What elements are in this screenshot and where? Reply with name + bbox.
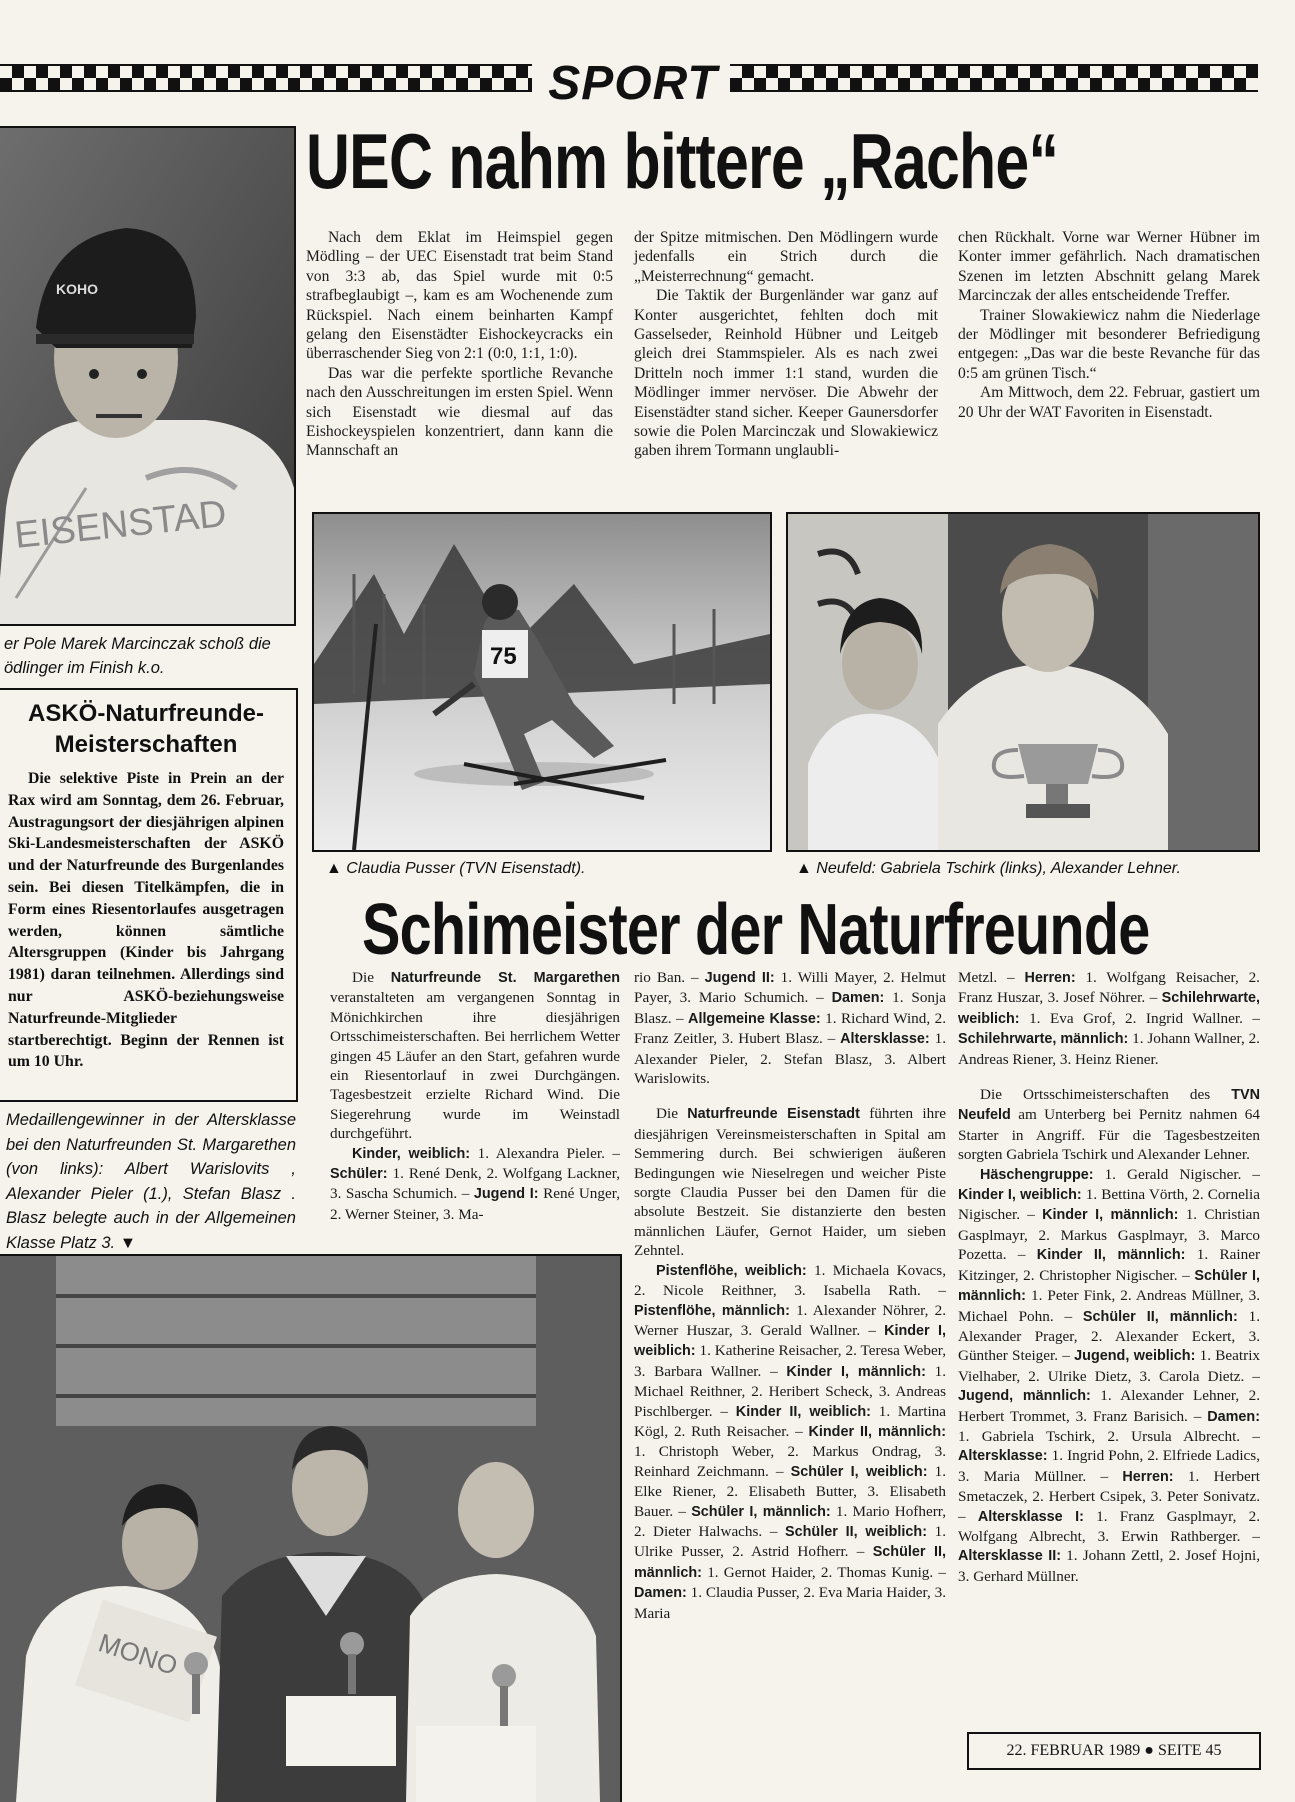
hockey-player-image — [0, 128, 294, 624]
article2-col3-p2: Die Ortsschimeisterschaften des TVN Neufeld am Unterberg bei Pernitz nahmen 64 Starter in Angriff. Für die Tagesbestzeiten sorgten Gabriela Tschirk und Alexander Lehner. — [958, 1086, 1260, 1164]
article2-col3 — [958, 968, 1260, 1586]
skier-caption — [326, 858, 766, 880]
footer-date: 22. FEBRUAR 1989 — [1006, 1742, 1141, 1759]
skier-photo — [312, 512, 772, 852]
banner-text: MONO — [95, 1627, 182, 1682]
article2-col2-p1: rio Ban. – Jugend II: 1. Willi Mayer, 2. Helmut Payer, 3. Mario Schumich. – Damen: 1. Sonja Blasz. – Allgemeine Klasse: 1. Richard Wind, 2. Franz Zeitler, 3. Hubert Blasz. – Altersklasse: 1. Alexander Pieler, 2. Stefan Blasz, 3. Albert Warislowits. — [634, 969, 946, 1088]
article1-col2 — [634, 228, 938, 461]
article1-col1-p1: Nach dem Eklat im Heimspiel gegen Mödling – der UEC Eisenstadt trat beim Stand von 3:3 ab, das Spiel wurde mit 0:5 strafbeglaubigt –, kam es am Wochenende zum Rückspiel. Nach einem beinharten Kampf gelang den Eisenstädter Eishockeycracks ein überraschender Sieg von 2:1 (0:0, 1:1, 1:0). — [306, 229, 613, 363]
article1-col2-p2: Die Taktik der Burgenländer war ganz auf Konter ausgerichtet, fehlten doch mit Gasselseder, Reinhold Hübner und Leitgeb gleich drei Stammspieler. Als es nach zwei Dritteln noch immer 1:1 stand, wurden die Mödlinger immer nervöser. Die Abwehr der Eisenstädter stand sicher. Keeper Gaunersdorfer sowie die Polen Marcinczak und Slowakiewicz gaben ihrem Tormann unglaubli- — [634, 287, 938, 460]
article2-col3-p3: Häschengruppe: 1. Gerald Nigischer. – Kinder I, weiblich: 1. Bettina Vörth, 2. Cornelia Nigischer. – Kinder I, männlich: 1. Christian Gasplmayr, 2. Markus Gasplmayr, 3. Marco Pozetta. – Kinder II, männlich: 1. Rainer Kitzinger, 2. Christopher Nigischer. – Schüler I, männlich: 1. Peter Fink, 2. Andreas Müllner, 3. Michael Pohn. – Schüler II, männlich: 1. Alexander Prager, 2. Alexander Eckert, 3. Günther Steiger. – Jugend, weiblich: 1. Beatrix Vielhaber, 2. Ulrike Dietz, 3. Carola Dietz. – Jugend, männlich: 1. Alexander Lehner, 2. Herbert Trommet, 3. Franz Barisich. – Damen: 1. Gabriela Tschirk, 2. Ursula Albrecht. – Altersklasse: 1. Ingrid Pohn, 2. Elfriede Ladics, 3. Maria Müllner. – Herren: 1. Herbert Smetaczek, 2. Herbert Csipek, 3. Peter Sonivatz. – Altersklasse I: 1. Franz Gasplmayr, 2. Wolfgang Albrecht, 3. Erwin Rathberger. – Altersklasse II: 1. Johann Zettl, 2. Josef Hojni, 3. Gerhard Müllner. — [958, 1165, 1261, 1585]
medal-winners-image — [0, 1256, 620, 1802]
article1-col3-p3: Am Mittwoch, dem 22. Februar, gastiert um 20 Uhr der WAT Favoriten in Eisenstadt. — [958, 384, 1260, 421]
medal-caption: Medaillengewinner in der Altersklasse bei den Naturfreunden St. Margarethen (von links): Albert Warislovits , Alexander Pieler (1.), Stefan Blasz . Blasz belegte auch in der Allgemeinen Klasse Platz 3. ▼ — [6, 1111, 296, 1252]
jersey-text: EISENSTAD — [12, 492, 229, 557]
trophy-photo — [786, 512, 1260, 852]
article1-headline: UEC nahm bittere „Rache“ — [306, 117, 1059, 205]
skier-image — [314, 514, 770, 850]
footer-bullet-icon: ● — [1144, 1742, 1154, 1759]
article2-col2-p2: Die Naturfreunde Eisenstadt führten ihre diesjährigen Vereinsmeisterschaften in Spital am Semmering durch. Bei schwierigen äußeren Bedingungen wie Nieselregen und weicher Piste sorgte Claudia Pusser bei den Damen für die absolute Bestzeit. Sie distanzierte den besten männlichen Läufer, Gernot Haider, um sieben Zehntel. — [634, 1105, 947, 1260]
article2-headline: Schimeister der Naturfreunde — [362, 890, 1150, 970]
article1-col1-p2: Das war die perfekte sportliche Revanche nach den Ausschreitungen im ersten Spiel. Wenn sich Eisenstadt wie diesmal auf das Eishockeyspielen konzentriert, dann kann die Mannschaft an — [306, 364, 613, 460]
article2-col1-p2: Kinder, weiblich: 1. Alexandra Pieler. – Schüler: 1. René Denk, 2. Wolfgang Lackner, 3. Sascha Schumich. – Jugend I: René Unger, 2. Werner Steiner, 3. Ma- — [330, 1144, 620, 1223]
article1-col2-p1: der Spitze mitmischen. Den Mödlingern wurde jedenfalls ein Strich durch die „Meisterrechnung“ gemacht. — [634, 229, 938, 285]
checker-band-left — [0, 64, 532, 92]
skier-caption-text: Claudia Pusser (TVN Eisenstadt). — [346, 860, 586, 877]
sidebar-text: Die selektive Piste in Prein an der Rax wird am Sonntag, dem 26. Februar, Austragungsort der diesjährigen alpinen Ski-Landesmeisterschaften der ASKÖ und der Naturfreunde des Burgenlandes sein. Bei diesen Titelkämpfen, die in Form eines Riesentorlaufes ausgetragen werden, können sämtliche Altersgruppen (Kinder bis Jahrgang 1981) daran teilnehmen. Allerdings sind nur ASKÖ-beziehungsweise Naturfreunde-Mitglieder startberechtigt. Beginn der Rennen ist um 10 Uhr. — [8, 770, 284, 1071]
article2-col2 — [634, 968, 946, 1623]
sidebar-title-line2: Meisterschaften — [54, 731, 238, 758]
sidebar-title-line1: ASKÖ-Naturfreunde- — [27, 700, 264, 727]
article2-col1-p1: Die Naturfreunde St. Margarethen veranstalteten am vergangenen Sonntag in Mönichkirchen ihre diesjährigen Ortsschimeisterschaften. Bei herrlichem Wetter gingen 45 Läufer an den Start, gefahren wurde ein Riesentorlauf in zwei Durchgängen. Tagesbestzeit erzielte Richard Wind. Die Siegerehrung wurde im Weinstadl durchgeführt. — [330, 969, 620, 1143]
trophy-caption-text: Neufeld: Gabriela Tschirk (links), Alexander Lehner. — [816, 860, 1181, 877]
hockey-caption-line1: er Pole Marek Marcinczak schoß die — [4, 635, 271, 653]
trophy-caption — [796, 858, 1256, 880]
askoe-sidebar-box — [0, 688, 298, 1102]
article1-col3-p2: Trainer Slowakiewicz nahm die Niederlage der Mödlinger mit besonderer Befriedigung entgegen: „Das war die beste Revanche für das 0:5 am grünen Tisch.“ — [958, 306, 1260, 382]
page-footer — [967, 1732, 1261, 1770]
hockey-caption-line2: ödlinger im Finish k.o. — [4, 659, 165, 677]
caption-triangle-icon: ▲ — [326, 860, 342, 877]
article1-col1 — [306, 228, 613, 461]
caption-triangle-icon: ▲ — [796, 860, 812, 877]
section-label: SPORT — [548, 57, 718, 110]
helmet-logo-text: KOHO — [56, 281, 98, 297]
article2-col3-p1: Metzl. – Herren: 1. Wolfgang Reisacher, 2. Franz Huszar, 3. Josef Nöhrer. – Schilehrwarte, weiblich: 1. Eva Grof, 2. Ingrid Wallner. – Schilehrwarte, männlich: 1. Johann Wallner, 2. Andreas Riener, 3. Heinz Riener. — [958, 969, 1260, 1068]
article1-col3-p1: chen Rückhalt. Vorne war Werner Hübner im Konter immer gefährlich. Nach dramatischen Szenen im letzten Abschnitt gelang Marek Marcinczak der alles entscheidende Treffer. — [958, 229, 1260, 305]
article1-col3 — [958, 228, 1260, 422]
hockey-player-photo — [0, 126, 296, 626]
footer-page: SEITE 45 — [1157, 1742, 1222, 1759]
medal-winners-photo — [0, 1254, 622, 1802]
checker-band-right — [730, 64, 1258, 92]
skier-bib-number: 75 — [490, 643, 517, 670]
hockey-caption — [4, 632, 298, 680]
trophy-image — [788, 514, 1258, 850]
article2-col2-p3: Pistenflöhe, weiblich: 1. Michaela Kovacs, 2. Nicole Reithner, 3. Isabella Rath. – Pistenflöhe, männlich: 1. Alexander Nöhrer, 2. Werner Huszar, 3. Gerald Wallner. – Kinder I, weiblich: 1. Katherine Reisacher, 2. Teresa Weber, 3. Barbara Wallner. – Kinder I, männlich: 1. Michael Reithner, 2. Heribert Scheck, 3. Andreas Pischlberger. – Kinder II, weiblich: 1. Martina Kögl, 2. Ruth Reisacher. – Kinder II, männlich: 1. Christoph Weber, 2. Markus Ondrag, 3. Reinhard Zeichmann. – Schüler I, weiblich: 1. Elke Riener, 2. Elisabeth Butter, 3. Elisabeth Bauer. – Schüler I, männlich: 1. Mario Hofherr, 2. Dieter Halwachs. – Schüler II, weiblich: 1. Ulrike Pusser, 2. Astrid Hofherr. – Schüler II, männlich: 1. Gernot Haider, 2. Thomas Kunig. – Damen: 1. Claudia Pusser, 2. Eva Maria Haider, 3. Maria — [634, 1261, 947, 1622]
article2-col1 — [330, 968, 620, 1224]
